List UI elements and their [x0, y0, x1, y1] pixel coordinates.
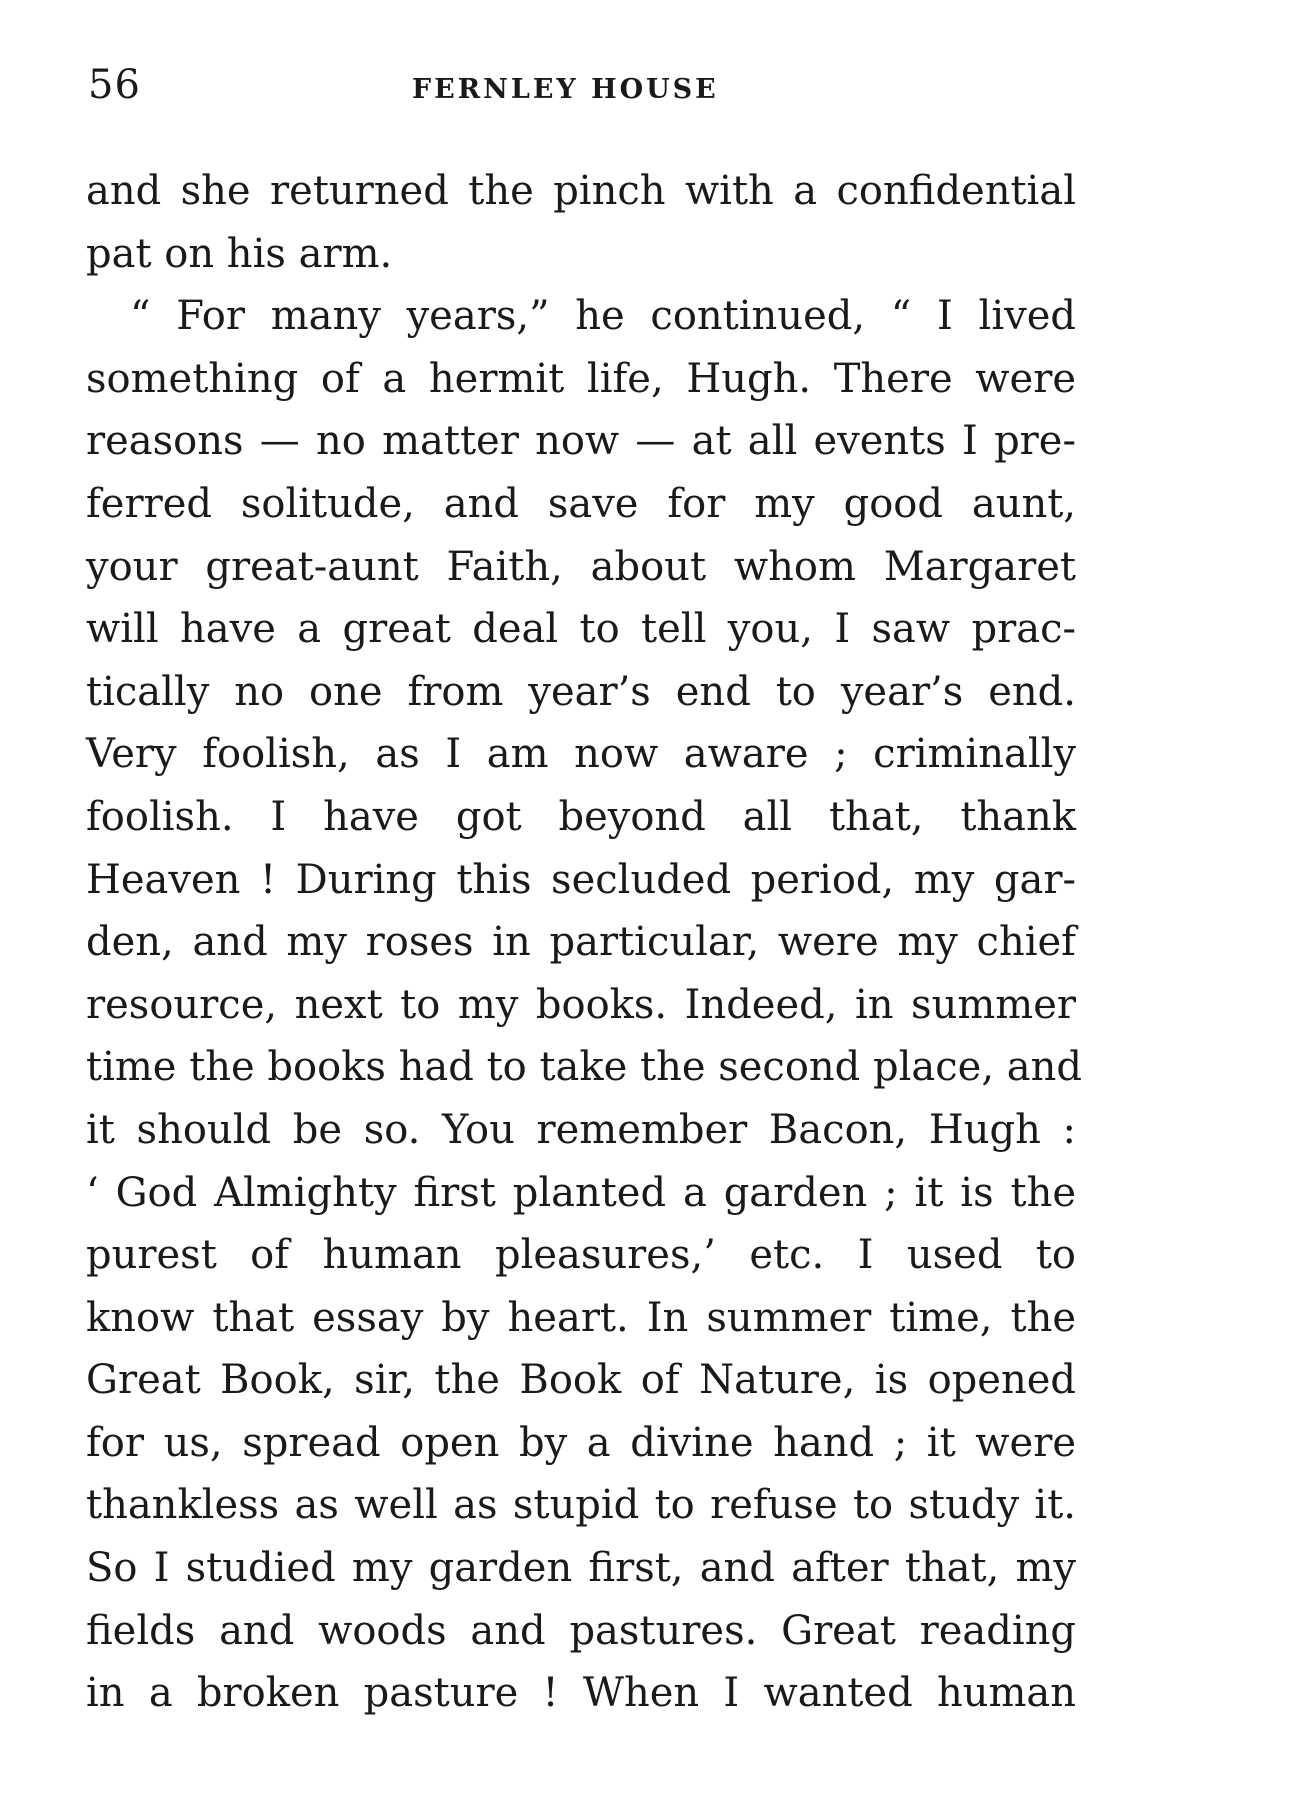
text-line: Very foolish, as I am now aware ; criminally [86, 731, 1076, 778]
page-number: 56 [88, 62, 141, 108]
text-line: Heaven ! During this secluded period, my gar- [86, 856, 1076, 903]
text-line: know that essay by heart. In summer time, the [86, 1294, 1076, 1341]
running-head: FERNLEY HOUSE [412, 74, 719, 105]
text-line: reasons — no matter now — at all events I pre- [86, 418, 1076, 465]
text-line: time the books had to take the second place, and [86, 1044, 1082, 1091]
text-line: will have a great deal to tell you, I saw prac- [86, 606, 1076, 653]
text-line: for us, spread open by a divine hand ; it were [86, 1419, 1076, 1466]
text-line: your great-aunt Faith, about whom Margaret [86, 543, 1076, 590]
text-line: tically no one from year’s end to year’s end. [86, 668, 1076, 715]
text-line: and she returned the pinch with a confidential [86, 168, 1076, 214]
text-line: pat on his arm. [86, 230, 393, 277]
text-line: it should be so. You remember Bacon, Hugh : [86, 1106, 1076, 1153]
text-line: ferred solitude, and save for my good aunt, [86, 480, 1076, 527]
text-line: purest of human pleasures,’ etc. I used to [86, 1232, 1076, 1279]
text-line: den, and my roses in particular, were my chief [86, 919, 1076, 966]
text-line: in a broken pasture ! When I wanted human [86, 1670, 1076, 1717]
text-line: “ For many years,” he continued, “ I lived [130, 293, 1076, 340]
text-line: something of a hermit life, Hugh. There were [86, 355, 1076, 402]
text-line: thankless as well as stupid to refuse to study it. [86, 1482, 1076, 1529]
text-line: fields and woods and pastures. Great reading [86, 1607, 1076, 1654]
text-line: ‘ God Almighty first planted a garden ; it is the [86, 1169, 1076, 1216]
text-line: So I studied my garden first, and after that, my [86, 1545, 1076, 1592]
text-line: Great Book, sir, the Book of Nature, is opened [86, 1357, 1076, 1404]
text-line: foolish. I have got beyond all that, thank [86, 793, 1076, 840]
text-line: resource, next to my books. Indeed, in summer [86, 981, 1076, 1028]
body-text [86, 160, 1082, 1725]
